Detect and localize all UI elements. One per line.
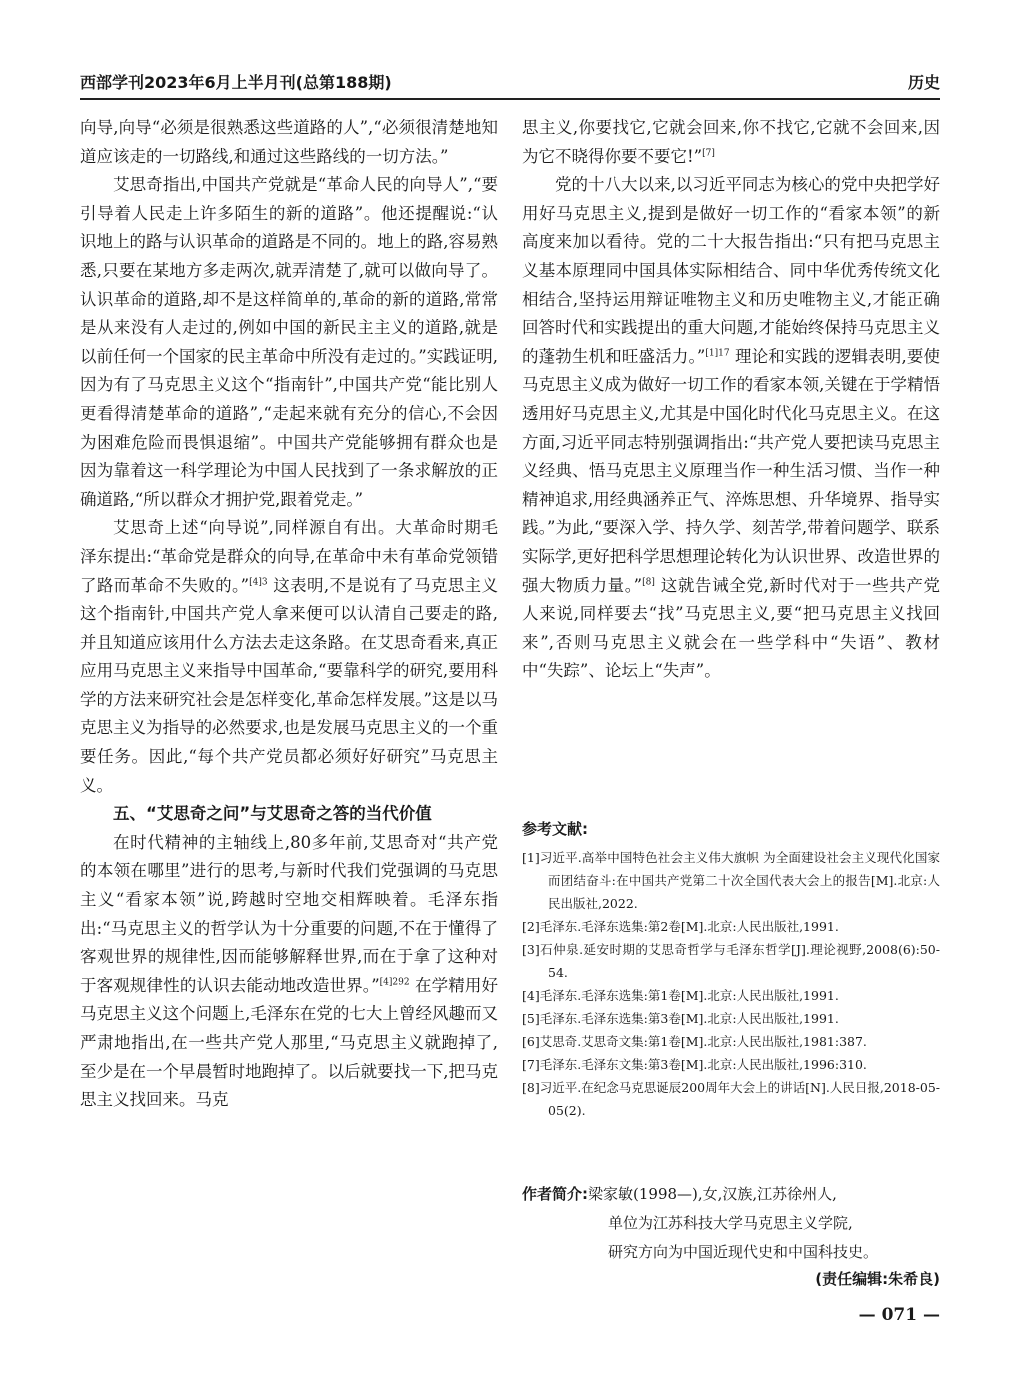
reference-item: [7]毛泽东.毛泽东文集:第3卷[M].北京:人民出版社,1996:310. <box>522 1057 867 1072</box>
reference-item: [1]习近平.高举中国特色社会主义伟大旗帜 为全面建设社会主义现代化国家而团结奋斗:在中国共产党第二十次全国代表大会上的报告[M].北京:人民出版社,2022. <box>522 850 940 911</box>
paragraph: 艾思奇指出,中国共产党就是“革命人民的向导人”,“要引导着人民走上许多陌生的新的道路”。他还提醒说:“认识地上的路与认识革命的道路是不同的。地上的路,容易熟悉,只要在某地方多走两次,就弄清楚了,就可以做向导了。认识革命的道路,却不是这样简单的,革命的新的道路,常常是从来没有人走过的,例如中国的新民主主义的道路,就是以前任何一个国家的民主革命中所没有走过的。”实践证明,因为有了马克思主义这个“指南针”,中国共产党“能比别人更看得清楚革命的道路”,“走起来就有充分的信心,不会因为困难危险而畏惧退缩”。中国共产党能够拥有群众也是因为靠着这一科学理论为中国人民找到了一条求解放的正确道路,“所以群众才拥护党,跟着党走。” <box>80 175 498 509</box>
author-line: 研究方向为中国近现代史和中国科技史。 <box>608 1243 879 1261</box>
author-label: 作者简介: <box>522 1185 588 1203</box>
reference-item: [6]艾思奇.艾思奇文集:第1卷[M].北京:人民出版社,1981:387. <box>522 1034 867 1049</box>
left-column <box>80 114 498 1115</box>
citation: [7] <box>702 148 715 159</box>
reference-item: [5]毛泽东.毛泽东选集:第3卷[M].北京:人民出版社,1991. <box>522 1011 839 1026</box>
running-header <box>80 62 940 102</box>
paragraph-text: 艾思奇上述“向导说”,同样源自有出。大革命时期毛泽东提出:“革命党是群众的向导,在革命中未有革命党领错了路而革命不失败的。” <box>80 518 498 595</box>
reference-item: [8]习近平.在纪念马克思诞辰200周年大会上的讲话[N].人民日报,2018-05-05(2). <box>522 1080 940 1118</box>
responsible-editor: (责任编辑:朱希良) <box>815 1270 940 1288</box>
paragraph-text: 思主义,你要找它,它就会回来,你不找它,它就不会回来,因为它不晓得你要不要它!” <box>522 118 940 166</box>
paragraph <box>522 171 940 686</box>
header-rule <box>80 98 940 100</box>
author-text: 梁家敏(1998—),女,汉族,江苏徐州人, <box>588 1185 837 1203</box>
reference-item: [3]石仲泉.延安时期的艾思奇哲学与毛泽东哲学[J].理论视野,2008(6):50-54. <box>522 942 940 980</box>
author-line: 单位为江苏科技大学马克思主义学院, <box>608 1214 853 1232</box>
paragraph-text: 理论和实践的逻辑表明,要使马克思主义成为做好一切工作的看家本领,关键在于学精悟透用好马克思主义,尤其是中国化时代化马克思主义。在这方面,习近平同志特别强调指出:“共产党人要把读马克思主义经典、悟马克思主义原理当作一种生活习惯、当作一种精神追求,用经典涵养正气、淬炼思想、升华境界、指导实践。”为此,“要深入学、持久学、刻苦学,带着问题学、联系实际学,更好把科学思想理论转化为认识世界、改造世界的强大物质力量。” <box>522 346 940 595</box>
reference-item: [4]毛泽东.毛泽东选集:第1卷[M].北京:人民出版社,1991. <box>522 988 839 1003</box>
citation: [1]17 <box>705 348 730 359</box>
paragraph <box>522 114 940 171</box>
references-list <box>522 846 940 1122</box>
paragraph-text: 党的十八大以来,以习近平同志为核心的党中央把学好用好马克思主义,提到是做好一切工作的“看家本领”的新高度来加以看待。党的二十大报告指出:“只有把马克思主义基本原理同中国具体实际相结合、同中华优秀传统文化相结合,坚持运用辩证唯物主义和历史唯物主义,才能正确回答时代和实践提出的重大问题,才能始终保持马克思主义的蓬勃生机和旺盛活力。” <box>522 175 940 366</box>
paragraph-text: 在时代精神的主轴线上,80多年前,艾思奇对“共产党的本领在哪里”进行的思考,与新时代我们党强调的马克思主义“看家本领”说,跨越时空地交相辉映着。毛泽东指出:“马克思主义的哲学认为十分重要的问题,不在于懂得了客观世界的规律性,因而能够解释世界,而在于拿了这种对于客观规律性的认识去能动地改造世界。” <box>80 832 498 995</box>
right-column <box>522 114 940 686</box>
paragraph <box>80 829 498 1115</box>
author-line <box>522 1180 940 1209</box>
paragraph-text: 在学精用好马克思主义这个问题上,毛泽东在党的七大上曾经风趣而又严肃地指出,在一些共产党人那里,“马克思主义就跑掉了,至少是在一个早晨暂时地跑掉了。以后就要找一下,把马克思主义找回来。马克 <box>80 975 499 1110</box>
paragraph <box>80 514 498 800</box>
page-number: — 071 — <box>858 1305 940 1325</box>
citation: [8] <box>642 577 655 587</box>
reference-item: [2]毛泽东.毛泽东选集:第2卷[M].北京:人民出版社,1991. <box>522 919 839 934</box>
citation: [4]3 <box>249 577 268 587</box>
paragraph-text: 这就告诫全党,新时代对于一些共产党人来说,同样要去“找”马克思主义,要“把马克思主义找回来”,否则马克思主义就会在一些学科中“失语”、教材中“失踪”、论坛上“失声”。 <box>522 575 941 681</box>
journal-title: 西部学刊2023年6月上半月刊(总第188期) <box>80 73 392 92</box>
citation: [4]292 <box>379 977 410 988</box>
paragraph-text: 这表明,不是说有了马克思主义这个指南针,中国共产党人拿来便可以认清自己要走的路,并且知道应该用什么方法去走这条路。在艾思奇看来,真正应用马克思主义来指导中国革命,“要靠科学的研究,要用科学的方法来研究社会是怎样变化,革命怎样发展。”这是以马克思主义为指导的必然要求,也是发展马克思主义的一个重要任务。因此,“每个共产党员都必须好好研究”马克思主义。 <box>80 575 498 795</box>
references-title: 参考文献: <box>522 820 588 838</box>
section-heading: 五、“艾思奇之问”与艾思奇之答的当代价值 <box>113 804 432 824</box>
section-label: 历史 <box>907 73 940 92</box>
author-bio <box>522 1180 940 1267</box>
paragraph: 向导,向导“必须是很熟悉这些道路的人”,“必须很清楚地知道应该走的一切路线,和通过这些路线的一切方法。” <box>80 118 498 166</box>
